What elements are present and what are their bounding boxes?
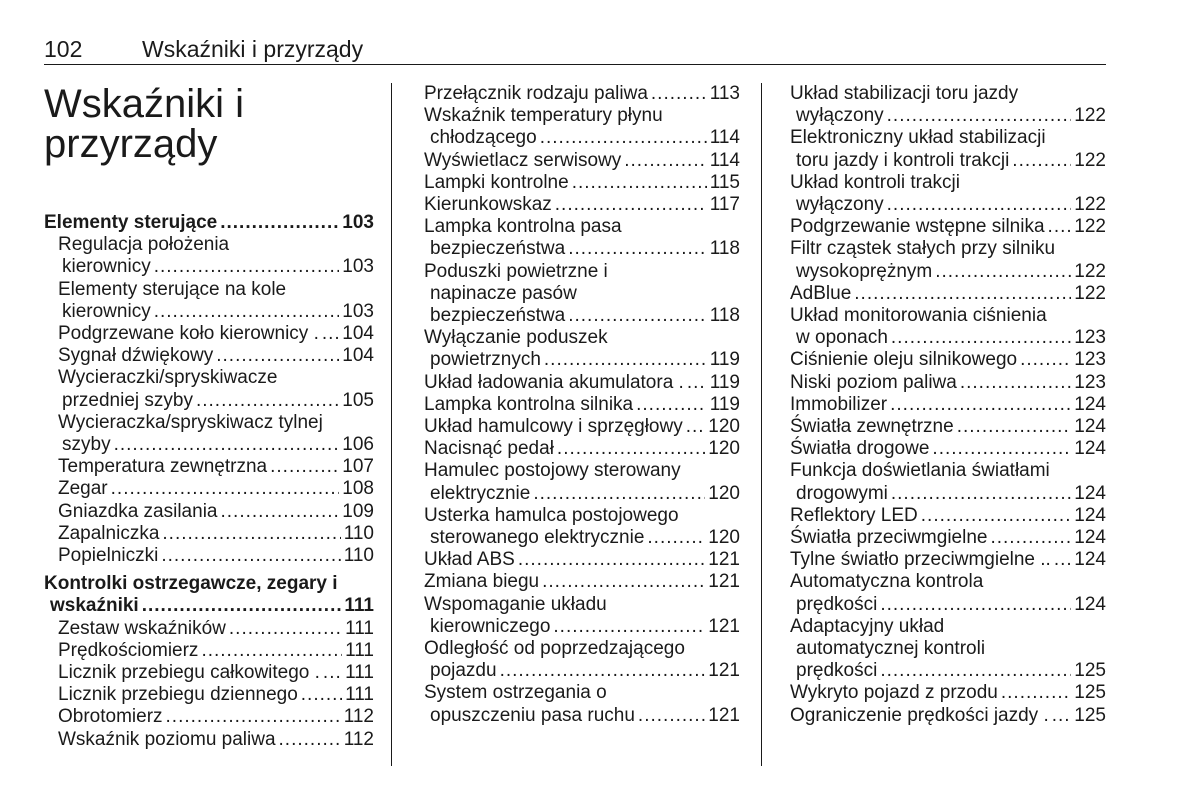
dot-leader	[229, 618, 342, 640]
toc-page-number: 110	[343, 545, 374, 567]
toc-entry[interactable]	[44, 279, 374, 323]
toc-entry-text: Poduszki powietrzne i	[424, 260, 608, 282]
toc-entry[interactable]	[44, 345, 374, 367]
toc-page-number: 124	[1074, 593, 1106, 615]
toc-entry[interactable]	[790, 283, 1106, 305]
toc-page-number: 103	[342, 300, 374, 322]
toc-entry-text: Tylne światło przeciwmgielne ..	[790, 549, 1051, 571]
toc-entry[interactable]	[44, 234, 374, 278]
toc-page-number: 105	[342, 389, 374, 411]
toc-page-number: 114	[709, 127, 740, 149]
toc-entry-text: Światła zewnętrzne	[790, 416, 954, 438]
toc-entry[interactable]	[44, 545, 374, 567]
dot-leader	[890, 394, 1071, 416]
toc-page-number: 120	[708, 527, 740, 549]
toc-page-number: 117	[709, 194, 740, 216]
toc-entry-text: Światła drogowe	[790, 438, 930, 460]
toc-entry-text: Podgrzewanie wstępne silnika	[790, 216, 1045, 238]
toc-page-number: 122	[1074, 149, 1106, 171]
dot-leader	[568, 238, 707, 260]
toc-entry-text: Wycieraczki/spryskiwacze	[58, 367, 278, 389]
toc-page-number: 124	[1074, 549, 1106, 571]
toc-entry-text: Wykryto pojazd z przodu	[790, 682, 998, 704]
toc-page-number: 121	[708, 704, 740, 726]
toc-entry-text: Zmiana biegu	[424, 571, 540, 593]
toc-page-number: 110	[343, 522, 374, 544]
toc-entry[interactable]	[424, 549, 740, 571]
toc-entry-text: Wyświetlacz serwisowy	[424, 149, 622, 171]
dot-leader	[542, 571, 705, 593]
dot-leader	[162, 523, 340, 545]
toc-entry[interactable]	[44, 323, 374, 345]
toc-page-number: 119	[709, 393, 740, 415]
toc-entry-text: wyłączony	[796, 194, 884, 216]
toc-entry[interactable]	[424, 594, 740, 638]
toc-page-number: 123	[1074, 371, 1106, 393]
dot-leader	[624, 150, 706, 172]
dot-leader	[216, 345, 339, 367]
toc-entry-text: kierowniczego	[430, 615, 551, 637]
toc-entry[interactable]	[790, 438, 1106, 460]
toc-page-number: 120	[708, 438, 740, 460]
dot-leader	[270, 456, 339, 478]
toc-page-number: 121	[708, 615, 740, 637]
toc-entry-text: powietrznych	[430, 349, 541, 371]
toc-page-number: 119	[709, 371, 740, 393]
toc-entry-text: toru jazdy i kontroli trakcji	[796, 149, 1010, 171]
toc-entry-text: Regulacja położenia	[58, 234, 230, 256]
toc-page-number: 124	[1074, 482, 1106, 504]
toc-entry-text: Kierunkowskaz	[424, 194, 552, 216]
toc-page-number: 122	[1074, 260, 1106, 282]
toc-entry-text: Niski poziom paliwa	[790, 371, 957, 393]
dot-leader	[142, 595, 342, 617]
toc-entry-text: AdBlue	[790, 282, 852, 304]
toc-entry[interactable]	[424, 682, 740, 726]
toc-entry-text: Automatyczna kontrola	[790, 571, 984, 593]
toc-entry-text: Układ monitorowania ciśnienia	[790, 305, 1047, 327]
toc-entry-text: szyby	[62, 434, 111, 456]
toc-entry[interactable]	[424, 505, 740, 549]
toc-entry[interactable]	[424, 460, 740, 504]
toc-column-2	[424, 83, 740, 727]
toc-entry-text: Układ ładowania akumulatora .	[424, 371, 684, 393]
dot-leader	[960, 372, 1071, 394]
column-divider	[391, 83, 392, 766]
dot-leader	[1054, 549, 1071, 571]
toc-entry[interactable]	[790, 682, 1106, 704]
toc-entry-text: Usterka hamulca postojowego	[424, 504, 679, 526]
dot-leader	[1020, 349, 1071, 371]
toc-entry-text: Ograniczenie prędkości jazdy .	[790, 704, 1049, 726]
toc-entry-text: Wyłączanie poduszek	[424, 327, 608, 349]
toc-page-number: 122	[1074, 216, 1106, 238]
dot-leader	[880, 660, 1071, 682]
toc-entry-text: Elementy sterujące na kole	[58, 278, 287, 300]
toc-page-number: 112	[343, 728, 374, 750]
toc-entry-text: Kontrolki ostrzegawcze, zegary i	[44, 573, 338, 595]
toc-entry-text: Wspomaganie układu	[424, 593, 607, 615]
dot-leader	[166, 706, 341, 728]
toc-page-number: 103	[342, 256, 374, 278]
dot-leader	[220, 212, 339, 234]
toc-entry-text: napinacze pasów	[430, 282, 577, 304]
page-header	[44, 34, 1106, 65]
toc-entry[interactable]	[44, 456, 374, 478]
toc-entry-text: wyłączony	[796, 105, 884, 127]
toc-entry-text: Przełącznik rodzaju paliwa	[424, 83, 648, 104]
toc-entry-text: Popielniczki	[58, 545, 159, 567]
toc-entry-text: Hamulec postojowy sterowany	[424, 460, 681, 482]
dot-leader	[279, 729, 341, 751]
toc-entry-text: wskaźniki	[50, 595, 139, 617]
toc-entry-text: Zapalniczka	[58, 522, 160, 544]
toc-entry-text: Wskaźnik temperatury płynu	[424, 105, 663, 127]
dot-leader	[891, 483, 1071, 505]
dot-leader	[114, 434, 340, 456]
dot-leader	[322, 323, 339, 345]
toc-page-number: 122	[1074, 194, 1106, 216]
toc-page-number: 124	[1074, 527, 1106, 549]
toc-entry-text: System ostrzegania o	[424, 682, 607, 704]
toc-entry[interactable]	[790, 460, 1106, 504]
toc-entry-text: automatycznej kontroli	[796, 638, 986, 660]
dot-leader	[651, 83, 707, 105]
dot-leader	[686, 416, 706, 438]
dot-leader	[111, 478, 340, 500]
dot-leader	[533, 483, 705, 505]
toc-entry[interactable]	[790, 527, 1106, 549]
toc-page-number: 125	[1074, 704, 1106, 726]
dot-leader	[1012, 150, 1071, 172]
toc-entry-text: Światła przeciwmgielne	[790, 527, 988, 549]
toc-entry-text: Wskaźnik poziomu paliwa	[58, 728, 276, 750]
toc-page-number: 124	[1074, 438, 1106, 460]
toc-entry-text: Sygnał dźwiękowy	[58, 345, 214, 367]
toc-entry[interactable]	[790, 216, 1106, 238]
toc-entry-text: sterowanego elektrycznie	[430, 527, 645, 549]
toc-entry-text: prędkości	[796, 593, 878, 615]
toc-page-number: 118	[709, 305, 740, 327]
toc-page-number: 106	[342, 434, 374, 456]
toc-entry[interactable]	[44, 618, 374, 640]
dot-leader	[572, 172, 707, 194]
toc-entry-text: Licznik przebiegu całkowitego .	[58, 662, 320, 684]
toc-entry-text: Lampki kontrolne	[424, 171, 569, 193]
toc-page-number: 122	[1074, 282, 1106, 304]
toc-entry-text: opuszczeniu pasa ruchu	[430, 704, 635, 726]
toc-entry-text: Ciśnienie oleju silnikowego	[790, 349, 1018, 371]
toc-column-1	[44, 212, 374, 751]
toc-entry[interactable]	[790, 372, 1106, 394]
toc-page-number: 123	[1074, 349, 1106, 371]
toc-entry[interactable]	[790, 394, 1106, 416]
dot-leader	[301, 684, 342, 706]
page-number: 102	[44, 36, 83, 62]
toc-page-number: 122	[1074, 105, 1106, 127]
dot-leader	[854, 283, 1071, 305]
toc-entry-text: Elektroniczny układ stabilizacji	[790, 127, 1046, 149]
toc-entry[interactable]	[790, 416, 1106, 438]
toc-page-number: 103	[342, 212, 374, 233]
toc-entry-text: Temperatura zewnętrzna	[58, 456, 268, 478]
toc-page-number: 113	[709, 83, 740, 104]
toc-entry[interactable]	[424, 150, 740, 172]
toc-page-number: 111	[345, 639, 374, 661]
toc-entry-text: Elementy sterujące	[44, 212, 218, 233]
toc-page-number: 112	[343, 706, 374, 728]
toc-page-number: 109	[342, 500, 374, 522]
toc-page-number: 125	[1074, 682, 1106, 704]
dot-leader	[935, 261, 1071, 283]
toc-page-number: 104	[342, 345, 374, 367]
toc-entry-text: Układ stabilizacji toru jazdy	[790, 83, 1019, 104]
toc-entry[interactable]	[424, 638, 740, 682]
dot-leader	[500, 660, 706, 682]
toc-entry-text: Filtr cząstek stałych przy silniku	[790, 238, 1056, 260]
toc-page-number: 121	[708, 571, 740, 593]
toc-entry[interactable]	[790, 571, 1106, 615]
dot-leader	[555, 194, 707, 216]
toc-entry[interactable]	[790, 127, 1106, 171]
toc-page-number: 104	[342, 323, 374, 345]
toc-entry[interactable]	[44, 212, 374, 234]
toc-entry[interactable]	[790, 238, 1106, 282]
dot-leader	[544, 349, 707, 371]
toc-entry[interactable]	[790, 505, 1106, 527]
dot-leader	[196, 390, 339, 412]
dot-leader	[323, 662, 342, 684]
toc-entry[interactable]	[44, 412, 374, 456]
running-title: Wskaźniki i przyrządy	[142, 36, 364, 62]
toc-entry-text: Funkcja doświetlania światłami	[790, 460, 1050, 482]
dot-leader	[161, 545, 340, 567]
dot-leader	[932, 438, 1071, 460]
toc-page-number: 118	[709, 238, 740, 260]
toc-entry-text: Immobilizer	[790, 393, 888, 415]
toc-page-number: 111	[345, 617, 374, 639]
toc-page-number: 114	[709, 149, 740, 171]
toc-entry[interactable]	[44, 640, 374, 662]
toc-entry-text: drogowymi	[796, 482, 888, 504]
toc-entry[interactable]	[790, 705, 1106, 727]
dot-leader	[553, 616, 705, 638]
toc-entry[interactable]	[44, 501, 374, 523]
dot-leader	[921, 505, 1072, 527]
toc-entry[interactable]	[790, 172, 1106, 216]
toc-entry-text: Zestaw wskaźników	[58, 617, 226, 639]
toc-entry-text: Prędkościomierz	[58, 639, 199, 661]
toc-entry[interactable]	[424, 216, 740, 260]
dot-leader	[880, 594, 1071, 616]
toc-page-number: 115	[709, 171, 740, 193]
dot-leader	[1052, 705, 1072, 727]
toc-page-number: 107	[342, 456, 374, 478]
toc-page-number: 124	[1074, 393, 1106, 415]
toc-entry-text: kierownicy	[62, 256, 151, 278]
dot-leader	[154, 256, 340, 278]
dot-leader	[154, 301, 340, 323]
toc-page-number: 119	[709, 349, 740, 371]
toc-page-number: 123	[1074, 327, 1106, 349]
toc-entry[interactable]	[44, 662, 374, 684]
toc-entry-text: Nacisnąć pedał	[424, 438, 554, 460]
dot-leader	[887, 194, 1072, 216]
toc-entry-text: Reflektory LED	[790, 504, 918, 526]
dot-leader	[201, 640, 342, 662]
dot-leader	[518, 549, 705, 571]
toc-entry[interactable]	[424, 438, 740, 460]
toc-page-number: 121	[708, 660, 740, 682]
toc-entry-text: Adaptacyjny układ	[790, 615, 945, 637]
dot-leader	[1048, 216, 1072, 238]
dot-leader	[990, 527, 1071, 549]
toc-entry[interactable]	[424, 571, 740, 593]
toc-entry-text: przedniej szyby	[62, 389, 193, 411]
toc-entry[interactable]	[790, 616, 1106, 683]
toc-entry-text: w oponach	[796, 327, 888, 349]
toc-entry-text: bezpieczeństwa	[430, 238, 566, 260]
toc-entry-text: Zegar	[58, 478, 108, 500]
toc-entry-text: Układ hamulcowy i sprzęgłowy	[424, 416, 683, 438]
toc-column-3	[790, 83, 1106, 727]
toc-entry-text: Układ ABS	[424, 549, 515, 571]
toc-entry[interactable]	[790, 305, 1106, 349]
toc-entry[interactable]	[424, 261, 740, 328]
toc-entry-text: Układ kontroli trakcji	[790, 171, 960, 193]
dot-leader	[557, 438, 705, 460]
toc-entry[interactable]	[424, 105, 740, 149]
toc-entry[interactable]	[424, 327, 740, 371]
dot-leader	[647, 527, 705, 549]
toc-entry[interactable]	[44, 729, 374, 751]
toc-page-number: 111	[345, 684, 374, 706]
toc-entry[interactable]	[790, 349, 1106, 371]
dot-leader	[891, 327, 1071, 349]
dot-leader	[540, 127, 707, 149]
toc-page-number: 120	[708, 416, 740, 438]
toc-entry-text: Odległość od poprzedzającego	[424, 638, 685, 660]
toc-entry-text: Gniazdka zasilania	[58, 500, 218, 522]
toc-page-number: 108	[342, 478, 374, 500]
dot-leader	[636, 394, 707, 416]
toc-entry[interactable]	[44, 684, 374, 706]
dot-leader	[220, 501, 339, 523]
toc-page-number: 121	[708, 549, 740, 571]
dot-leader	[568, 305, 707, 327]
dot-leader	[1001, 682, 1071, 704]
toc-entry-text: chłodzącego	[430, 127, 537, 149]
toc-entry-text: Obrotomierz	[58, 706, 163, 728]
section-title-line-2: przyrządy	[44, 122, 218, 166]
column-divider	[761, 83, 762, 766]
toc-entry[interactable]	[424, 394, 740, 416]
dot-leader	[638, 705, 705, 727]
toc-entry[interactable]	[44, 367, 374, 411]
toc-entry[interactable]	[44, 523, 374, 545]
toc-entry[interactable]	[790, 83, 1106, 127]
toc-page-number: 124	[1074, 504, 1106, 526]
toc-entry-text: bezpieczeństwa	[430, 305, 566, 327]
toc-entry[interactable]	[424, 372, 740, 394]
toc-entry[interactable]	[424, 172, 740, 194]
toc-entry[interactable]	[44, 573, 374, 617]
toc-entry-text: Lampka kontrolna silnika	[424, 393, 634, 415]
section-title-line-1: Wskaźniki i	[44, 82, 245, 126]
toc-entry-text: Licznik przebiegu dziennego	[58, 684, 298, 706]
toc-page-number: 111	[344, 595, 374, 617]
toc-entry-text: Podgrzewane koło kierownicy .	[58, 323, 319, 345]
toc-entry[interactable]	[424, 416, 740, 438]
dot-leader	[687, 372, 707, 394]
toc-entry-text: kierownicy	[62, 300, 151, 322]
section-title	[44, 84, 244, 164]
toc-entry-text: Wycieraczka/spryskiwacz tylnej	[58, 411, 323, 433]
toc-entry[interactable]	[790, 549, 1106, 571]
toc-entry-text: elektrycznie	[430, 482, 531, 504]
toc-entry-text: prędkości	[796, 660, 878, 682]
toc-page-number: 125	[1074, 660, 1106, 682]
toc-entry[interactable]	[424, 83, 740, 105]
toc-entry[interactable]	[424, 194, 740, 216]
dot-leader	[957, 416, 1072, 438]
toc-entry[interactable]	[44, 706, 374, 728]
dot-leader	[887, 105, 1072, 127]
toc-page-number: 124	[1074, 416, 1106, 438]
toc-entry-text: pojazdu	[430, 660, 497, 682]
toc-entry[interactable]	[44, 478, 374, 500]
toc-page-number: 120	[708, 482, 740, 504]
toc-page-number: 111	[345, 662, 374, 684]
toc-entry-text: Lampka kontrolna pasa	[424, 216, 622, 238]
toc-entry-text: wysokoprężnym	[796, 260, 933, 282]
